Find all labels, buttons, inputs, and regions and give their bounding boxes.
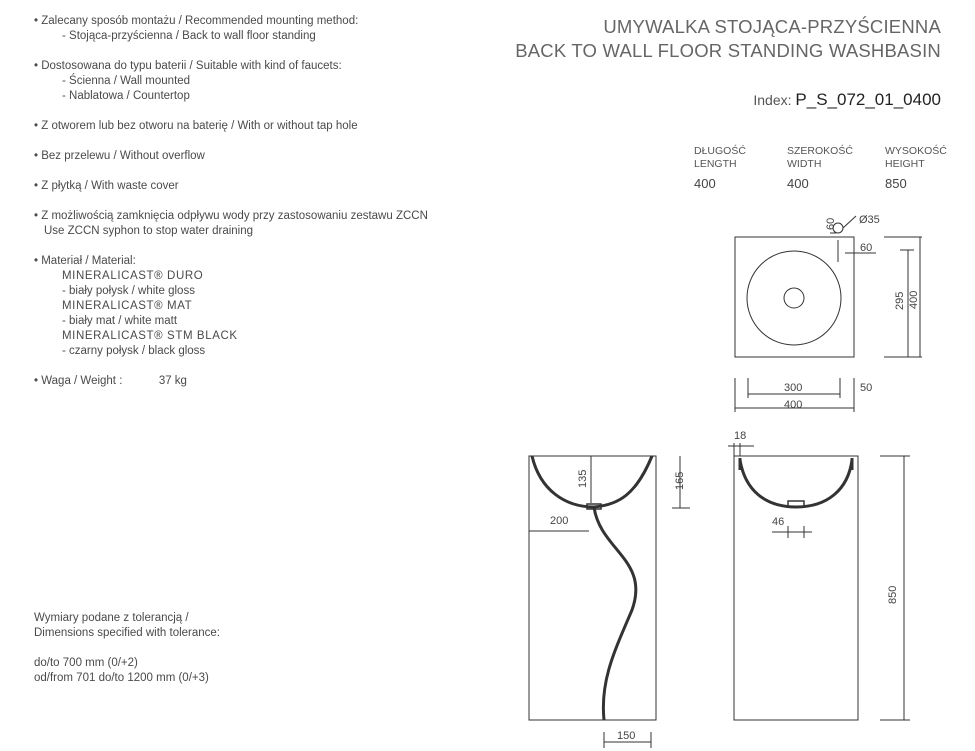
front-view-basin-inner: [740, 460, 852, 507]
spec-material-2-finish: - biały mat / white matt: [62, 315, 178, 327]
dim-top-tap-diameter: Ø35: [859, 214, 880, 226]
spec-faucets-title: • Dostosowana do typu baterii / Suitable with kind of faucets:: [34, 60, 342, 72]
dim-side-135: 135: [577, 469, 589, 488]
dim-front-18: 18: [734, 430, 747, 442]
dimension-length-value: 400: [694, 176, 716, 191]
dim-side-200: 200: [550, 515, 569, 527]
dim-top-400-horizontal: 400: [784, 399, 803, 411]
spec-material-3-finish: - czarny połysk / black gloss: [62, 345, 206, 357]
tolerance-line3: do/to 700 mm (0/+2): [34, 657, 138, 669]
dim-side-150: 150: [617, 730, 636, 742]
spec-mounting-value: - Stojąca-przyścienna / Back to wall floor standing: [62, 30, 316, 42]
tolerance-line2: Dimensions specified with tolerance:: [34, 627, 221, 639]
spec-material-1-finish: - biały połysk / white gloss: [62, 285, 195, 297]
top-view-drain: [784, 288, 804, 308]
dimension-width-en: WIDTH: [787, 157, 822, 170]
spec-weight-value: 37 kg: [158, 375, 187, 387]
spec-faucets-countertop: - Nablatowa / Countertop: [62, 90, 190, 102]
spec-zccn-line1: • Z możliwością zamknięcia odpływu wody przy zastosowaniu zestawu ZCCN: [34, 210, 428, 222]
spec-tap-hole: • Z otworem lub bez otworu na baterię / With or without tap hole: [34, 120, 358, 132]
index-code: P_S_072_01_0400: [795, 90, 941, 109]
dim-side-165: 165: [674, 471, 686, 490]
tolerance-line4: od/from 701 do/to 1200 mm (0/+3): [34, 672, 209, 684]
dim-top-50: 50: [860, 382, 873, 394]
dimension-length-en: LENGTH: [694, 157, 737, 170]
index-label: Index:: [753, 92, 792, 108]
spec-material-title: • Materiał / Material:: [34, 255, 136, 267]
dim-front-46: 46: [772, 516, 785, 528]
dim-front-850: 850: [887, 585, 899, 604]
top-view-outline: [735, 237, 854, 357]
spec-weight-label: • Waga / Weight :: [34, 375, 123, 387]
spec-waste-cover: • Z płytką / With waste cover: [34, 180, 179, 192]
dim-top-60-horizontal: 60: [860, 242, 873, 254]
dim-top-400-vertical: 400: [908, 290, 920, 309]
spec-mounting-title: • Zalecany sposób montażu / Recommended mounting method:: [34, 15, 359, 27]
dimension-height-value: 850: [885, 176, 907, 191]
front-view-outline: [734, 456, 858, 720]
product-title-pl: UMYWALKA STOJĄCA-PRZYŚCIENNA: [603, 16, 941, 37]
dim-top-60-vertical: 60: [825, 217, 837, 230]
spec-material-1: MINERALICAST® DURO: [62, 270, 204, 282]
spec-material-2: MINERALICAST® MAT: [62, 300, 193, 312]
top-view-bowl: [747, 251, 841, 345]
spec-zccn-line2: Use ZCCN syphon to stop water draining: [44, 225, 254, 237]
dimension-width-value: 400: [787, 176, 809, 191]
side-view-basin-inner: [532, 456, 652, 507]
spec-faucets-wall: - Ścienna / Wall mounted: [62, 75, 191, 87]
product-title-en: BACK TO WALL FLOOR STANDING WASHBASIN: [515, 40, 941, 61]
side-view-curve: [594, 507, 636, 720]
spec-material-3: MINERALICAST® STM BLACK: [62, 330, 238, 342]
dimension-height-en: HEIGHT: [885, 157, 925, 170]
dim-top-300: 300: [784, 382, 803, 394]
dimension-width-pl: SZEROKOŚĆ: [787, 145, 853, 157]
dimension-height-pl: WYSOKOŚĆ: [885, 145, 947, 157]
dimension-length-pl: DŁUGOŚĆ: [694, 145, 746, 157]
dim-top-295: 295: [894, 291, 906, 310]
spec-overflow: • Bez przelewu / Without overflow: [34, 150, 205, 162]
tolerance-line1: Wymiary podane z tolerancją /: [34, 612, 189, 624]
